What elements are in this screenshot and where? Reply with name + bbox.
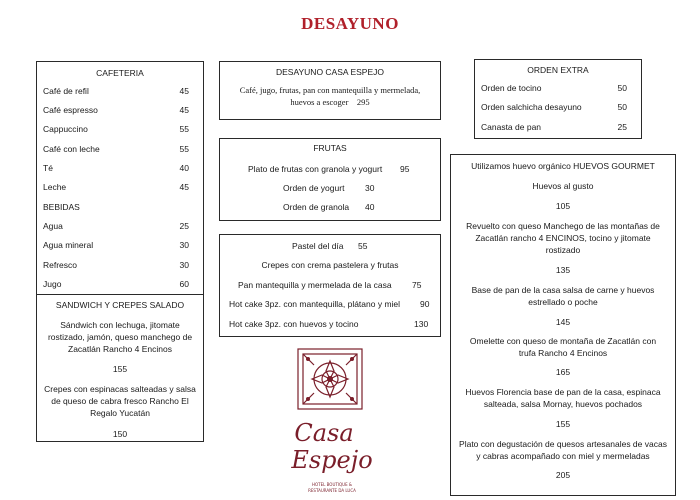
sandwich-section xyxy=(36,294,204,442)
huevos-item: Revuelto con queso Manchego de las montañas de Zacatlán rancho 4 ENCINOS, tocino y jitomate rostizado xyxy=(466,221,660,255)
menu-item-price: 95 xyxy=(400,164,410,174)
menu-item-price: 90 xyxy=(420,299,430,309)
menu-item: Hot cake 3pz. con huevos y tocino xyxy=(229,319,359,329)
orden-extra-section xyxy=(474,59,642,139)
menu-item: Cappuccino 55 xyxy=(43,124,189,134)
casa-espejo-logo xyxy=(284,347,380,497)
huevos-heading: Utilizamos huevo orgánico HUEVOS GOURMET xyxy=(471,161,655,171)
menu-item-price: 40 xyxy=(365,202,375,212)
sandwich-item-1: Sándwich con lechuga, jitomate rostizado, jamón, queso manchego de Zacatlán Rancho 4 Encinos xyxy=(47,320,193,354)
menu-item: Orden de yogurt xyxy=(283,183,345,193)
sandwich-heading: SANDWICH Y CREPES SALADO xyxy=(55,300,185,310)
huevos-item: Base de pan de la casa salsa de carne y huevos estrellado o poche xyxy=(471,285,655,307)
menu-item: Café espresso 45 xyxy=(43,105,189,115)
logo-tagline-2: RESTAURANTE DA LUCA xyxy=(308,488,356,493)
panes-section xyxy=(219,234,441,337)
menu-item: Café de refil 45 xyxy=(43,86,189,96)
huevos-price: 205 xyxy=(555,470,571,480)
huevos-item: Huevos Florencia base de pan de la casa, espinaca salteada, salsa Mornay, huevos pochados xyxy=(465,387,661,409)
menu-item-price: 75 xyxy=(412,280,422,290)
huevos-price: 145 xyxy=(555,317,571,327)
desayuno-casa-description: Café, jugo, frutas, pan con mantequilla y mermelada, huevos a escoger 295 xyxy=(239,85,421,107)
huevos-price: 105 xyxy=(555,201,571,211)
huevos-item: Plato con degustación de quesos artesanales de vacas y cabras acompañado con miel y mermeladas xyxy=(459,439,667,461)
huevos-price: 165 xyxy=(555,367,571,377)
sandwich-item-2: Crepes con espinacas salteadas y salsa de queso de cabra fresco Rancho El Regalo Yucatán xyxy=(44,384,196,418)
huevos-item: Omelette con queso de montaña de Zacatlán con trufa Rancho 4 Encinos xyxy=(469,336,657,358)
desayuno-casa-section xyxy=(219,61,441,120)
tile-emblem-icon xyxy=(284,347,380,497)
menu-item-price: 30 xyxy=(365,183,375,193)
menu-item: Pastel del día xyxy=(292,241,344,251)
menu-item: Café con leche 55 xyxy=(43,144,189,154)
desayuno-casa-price: 295 xyxy=(356,97,370,107)
menu-item: Agua 25 xyxy=(43,221,189,231)
frutas-heading: FRUTAS xyxy=(313,143,347,153)
logo-tagline-1: HOTEL BOUTIQUE & xyxy=(312,482,352,487)
bebidas-heading: BEBIDAS xyxy=(43,202,80,212)
menu-title: DESAYUNO xyxy=(301,14,399,33)
huevos-item: Huevos al gusto xyxy=(532,181,594,191)
menu-item: Refresco 30 xyxy=(43,260,189,270)
menu-item: Té 40 xyxy=(43,163,189,173)
menu-item: Pan mantequilla y mermelada de la casa xyxy=(238,280,392,290)
huevos-price: 155 xyxy=(555,419,571,429)
orden-extra-heading: ORDEN EXTRA xyxy=(527,65,589,75)
menu-item: Orden de granola xyxy=(283,202,350,212)
menu-item: Leche 45 xyxy=(43,182,189,192)
cafeteria-section xyxy=(36,61,204,296)
cafeteria-heading: CAFETERIA xyxy=(96,68,144,78)
frutas-section xyxy=(219,138,441,221)
menu-item: Agua mineral 30 xyxy=(43,240,189,250)
menu-item: Hot cake 3pz. con mantequilla, plátano y miel xyxy=(229,299,401,309)
menu-item-price: 130 xyxy=(414,319,429,329)
menu-item: Crepes con crema pastelera y frutas xyxy=(261,260,399,270)
menu-item: Plato de frutas con granola y yogurt xyxy=(248,164,383,174)
menu-item: Orden salchicha desayuno 50 xyxy=(481,102,627,112)
menu-item-price: 55 xyxy=(358,241,368,251)
sandwich-price-2: 150 xyxy=(112,429,128,439)
desayuno-casa-heading: DESAYUNO CASA ESPEJO xyxy=(275,67,384,77)
logo-text-line2: Espejo xyxy=(291,446,373,474)
menu-item: Canasta de pan 25 xyxy=(481,122,627,132)
menu-item: Jugo 60 xyxy=(43,279,189,289)
sandwich-price-1: 155 xyxy=(112,364,128,374)
huevos-price: 135 xyxy=(555,265,571,275)
huevos-section xyxy=(450,154,676,496)
logo-text-line1: Casa xyxy=(294,419,354,447)
menu-item: Orden de tocino 50 xyxy=(481,83,627,93)
